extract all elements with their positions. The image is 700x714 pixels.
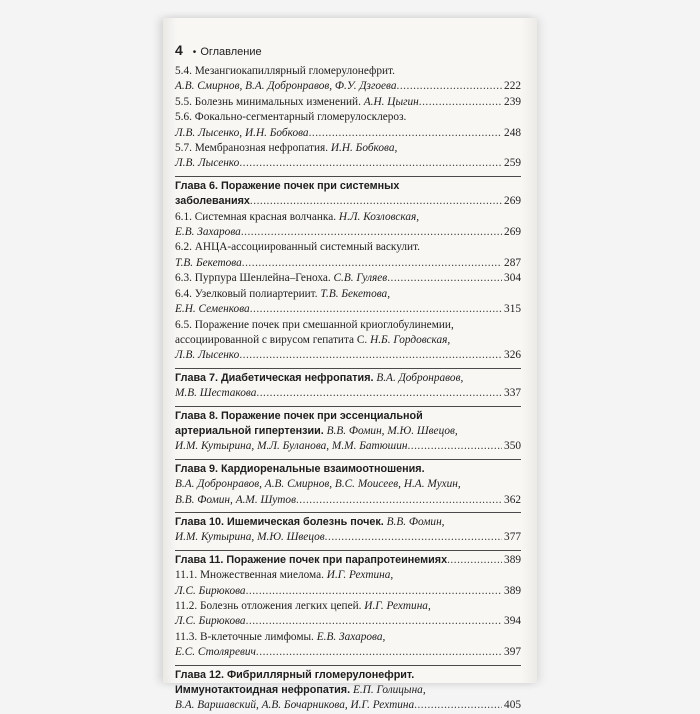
authors: В.А. Добронравов, А.В. Смирнов, В.С. Моисеев, Н.А. Мухин, bbox=[175, 478, 461, 491]
toc-entry bbox=[175, 550, 521, 568]
toc-line-text bbox=[175, 194, 250, 209]
authors: В.А. Добронравов, bbox=[373, 371, 464, 384]
toc-page-number[interactable]: 304 bbox=[504, 272, 521, 285]
section-title: 6.1. Системная красная волчанка. bbox=[175, 210, 337, 223]
chapter-title: Глава 12. Фибриллярный гломерулонефрит. bbox=[175, 668, 415, 681]
toc-line bbox=[175, 318, 521, 333]
toc-line bbox=[175, 568, 521, 583]
toc-line bbox=[175, 630, 521, 645]
dot-leader bbox=[250, 302, 502, 317]
toc-page-number[interactable]: 389 bbox=[504, 584, 521, 597]
toc-line-text bbox=[175, 630, 385, 645]
toc-line bbox=[175, 683, 521, 698]
chapter-title: Иммунотактоидная нефропатия. bbox=[175, 684, 351, 697]
authors: Е.В. Захарова, bbox=[313, 630, 386, 643]
toc-page-number[interactable]: 222 bbox=[504, 80, 521, 93]
toc-entry bbox=[175, 512, 521, 546]
toc-line bbox=[175, 141, 521, 156]
toc-line bbox=[175, 194, 521, 209]
authors: В.В. Фомин, bbox=[383, 515, 445, 528]
toc-line-text bbox=[175, 302, 250, 317]
toc-line-text bbox=[175, 424, 458, 439]
toc-entry bbox=[175, 665, 521, 714]
toc-line-text bbox=[175, 493, 296, 508]
toc-line bbox=[175, 493, 521, 508]
toc-line bbox=[175, 126, 521, 141]
toc-page-number[interactable]: 269 bbox=[504, 195, 521, 208]
toc-line-text bbox=[175, 126, 309, 141]
toc-entry bbox=[175, 459, 521, 508]
authors: С.В. Гуляев bbox=[330, 272, 388, 285]
authors: И.М. Кутырина, М.Ю. Швецов bbox=[175, 531, 325, 544]
toc-page-number[interactable]: 397 bbox=[504, 646, 521, 659]
authors: Т.В. Бекетова, bbox=[317, 287, 391, 300]
toc-line bbox=[175, 698, 521, 713]
authors: Е.П. Голицына, bbox=[350, 684, 426, 697]
dot-leader bbox=[246, 614, 502, 629]
authors: Е.Н. Семенкова bbox=[175, 303, 250, 316]
toc-page-number[interactable]: 394 bbox=[504, 615, 521, 628]
authors: В.А. Варшавский, А.В. Бочарникова, И.Г. Рехтина bbox=[175, 699, 415, 712]
authors: Л.С. Бирюкова bbox=[175, 615, 246, 628]
toc-entry bbox=[175, 271, 521, 286]
toc-entry bbox=[175, 110, 521, 141]
toc-page-number[interactable]: 269 bbox=[504, 226, 521, 239]
authors: Е.С. Столяревич bbox=[175, 646, 256, 659]
running-title: Оглавление bbox=[200, 46, 262, 58]
toc-line bbox=[175, 210, 521, 225]
section-title: 5.6. Фокально-сегментарный гломерулосклероз. bbox=[175, 111, 407, 124]
toc-line bbox=[175, 462, 521, 477]
dot-leader bbox=[246, 584, 502, 599]
toc-line bbox=[175, 271, 521, 286]
dot-leader bbox=[325, 530, 502, 545]
toc-entry bbox=[175, 287, 521, 318]
toc-line-text bbox=[175, 225, 241, 240]
authors: Л.С. Бирюкова bbox=[175, 584, 246, 597]
toc-entry bbox=[175, 210, 521, 241]
authors: И.Г. Рехтина, bbox=[323, 569, 394, 582]
toc-entry bbox=[175, 95, 521, 110]
toc-line bbox=[175, 371, 521, 386]
toc-page-number[interactable]: 315 bbox=[504, 303, 521, 316]
authors: М.В. Шестакова bbox=[175, 387, 257, 400]
chapter-title: Глава 6. Поражение почек при системных bbox=[175, 179, 400, 192]
running-header bbox=[175, 42, 521, 64]
toc-line bbox=[175, 439, 521, 454]
authors: Е.В. Захарова bbox=[175, 226, 241, 239]
toc-page-number[interactable]: 337 bbox=[504, 387, 521, 400]
dot-leader bbox=[256, 386, 502, 401]
section-title: 5.4. Мезангиокапиллярный гломерулонефрит. bbox=[175, 65, 395, 77]
toc-line-text bbox=[175, 668, 414, 683]
chapter-title: заболеваниях bbox=[175, 195, 250, 208]
toc-line bbox=[175, 386, 521, 401]
toc-line-text bbox=[175, 79, 397, 94]
toc-line bbox=[175, 79, 521, 94]
toc-line-text bbox=[175, 287, 390, 302]
chapter-title: Глава 10. Ишемическая болезнь почек. bbox=[175, 515, 384, 528]
toc-line-text bbox=[175, 271, 387, 286]
section-title: 6.4. Узелковый полиартериит. bbox=[175, 287, 318, 300]
authors: А.В. Смирнов, В.А. Добронравов, Ф.У. Дзгоева bbox=[175, 80, 397, 93]
section-title: 11.3. В-клеточные лимфомы. bbox=[175, 630, 314, 643]
dot-leader bbox=[419, 95, 502, 110]
toc-line-text bbox=[175, 477, 461, 492]
toc-line bbox=[175, 515, 521, 530]
dot-leader bbox=[414, 698, 502, 713]
toc-line-text bbox=[175, 439, 407, 454]
toc-line bbox=[175, 110, 521, 125]
section-title: 11.1. Множественная миелома. bbox=[175, 569, 324, 582]
toc-page-number[interactable]: 377 bbox=[504, 531, 521, 544]
toc-line bbox=[175, 287, 521, 302]
chapter-title: Глава 7. Диабетическая нефропатия. bbox=[175, 371, 374, 384]
toc-line-text bbox=[175, 156, 239, 171]
toc-page-number[interactable]: 326 bbox=[504, 349, 521, 362]
section-title: ассоциированной с вирусом гепатита С. bbox=[175, 333, 368, 346]
table-of-contents bbox=[175, 42, 521, 714]
toc-entry bbox=[175, 630, 521, 661]
toc-page-number[interactable]: 287 bbox=[504, 256, 521, 269]
toc-entry bbox=[175, 64, 521, 95]
dot-leader bbox=[407, 439, 502, 454]
toc-line bbox=[175, 333, 521, 348]
toc-line bbox=[175, 584, 521, 599]
header-bullet: • bbox=[192, 47, 197, 58]
section-title: 5.5. Болезнь минимальных изменений. bbox=[175, 95, 361, 108]
toc-line-text bbox=[175, 141, 397, 156]
dot-leader bbox=[309, 126, 502, 141]
section-title: 6.3. Пурпура Шенлейна–Геноха. bbox=[175, 272, 331, 285]
toc-entry bbox=[175, 568, 521, 599]
book-page bbox=[163, 18, 537, 712]
toc-entry bbox=[175, 141, 521, 172]
toc-line bbox=[175, 599, 521, 614]
toc-line-text bbox=[175, 553, 447, 568]
toc-line bbox=[175, 95, 521, 110]
toc-line bbox=[175, 409, 521, 424]
dot-leader bbox=[242, 256, 502, 271]
toc-line-text bbox=[175, 64, 395, 79]
toc-line-text bbox=[175, 645, 256, 660]
dot-leader bbox=[397, 79, 503, 94]
toc-entry bbox=[175, 240, 521, 271]
authors: И.М. Кутырина, М.Л. Буланова, М.М. Батюшин bbox=[175, 440, 408, 453]
authors: Л.В. Лысенко bbox=[175, 349, 240, 362]
toc-line-text bbox=[175, 179, 399, 194]
toc-entry bbox=[175, 368, 521, 402]
authors: В.В. Фомин, М.Ю. Швецов, bbox=[323, 424, 458, 437]
authors: А.Н. Цыгин bbox=[360, 95, 419, 108]
toc-line-text bbox=[175, 240, 420, 255]
toc-line-text bbox=[175, 599, 431, 614]
chapter-title: Глава 11. Поражение почек при парапротеинемиях bbox=[175, 553, 448, 566]
toc-line-text bbox=[175, 698, 414, 713]
toc-entries bbox=[175, 64, 521, 714]
toc-line bbox=[175, 156, 521, 171]
section-title: 6.5. Поражение почек при смешанной криоглобулинемии, bbox=[175, 318, 454, 331]
toc-page-number[interactable]: 350 bbox=[504, 440, 521, 453]
toc-line bbox=[175, 240, 521, 255]
toc-line bbox=[175, 645, 521, 660]
dot-leader bbox=[239, 156, 502, 171]
authors: Н.Б. Гордовская, bbox=[367, 333, 451, 346]
toc-page-number[interactable]: 362 bbox=[504, 493, 521, 506]
toc-line bbox=[175, 553, 521, 568]
toc-line-text bbox=[175, 110, 406, 125]
toc-line-text bbox=[175, 386, 256, 401]
toc-line bbox=[175, 424, 521, 439]
section-title: 5.7. Мембранозная нефропатия. bbox=[175, 142, 329, 155]
page-number: 4 bbox=[175, 42, 183, 58]
toc-line-text bbox=[175, 530, 325, 545]
toc-line-text bbox=[175, 409, 423, 424]
toc-line-text bbox=[175, 584, 246, 599]
authors: Т.В. Бекетова bbox=[175, 256, 242, 269]
authors: Л.В. Лысенко bbox=[175, 157, 240, 170]
toc-line bbox=[175, 64, 521, 79]
dot-leader bbox=[250, 194, 502, 209]
toc-page-number[interactable]: 239 bbox=[504, 95, 521, 108]
toc-line-text bbox=[175, 371, 463, 386]
dot-leader bbox=[256, 645, 502, 660]
toc-line-text bbox=[175, 568, 393, 583]
dot-leader bbox=[239, 348, 502, 363]
toc-entry bbox=[175, 406, 521, 455]
chapter-title: Глава 9. Кардиоренальные взаимоотношения. bbox=[175, 462, 425, 475]
dot-leader bbox=[241, 225, 502, 240]
toc-entry bbox=[175, 318, 521, 364]
toc-line-text bbox=[175, 318, 454, 333]
toc-line bbox=[175, 614, 521, 629]
toc-line bbox=[175, 477, 521, 492]
toc-page-number[interactable]: 259 bbox=[504, 157, 521, 170]
authors: Л.В. Лысенко, И.Н. Бобкова bbox=[175, 126, 309, 139]
toc-line bbox=[175, 302, 521, 317]
toc-line bbox=[175, 256, 521, 271]
toc-line-text bbox=[175, 614, 246, 629]
chapter-title: Глава 8. Поражение почек при эссенциальной bbox=[175, 409, 423, 422]
toc-line bbox=[175, 179, 521, 194]
section-title: 11.2. Болезнь отложения легких цепей. bbox=[175, 600, 362, 612]
toc-page-number[interactable]: 248 bbox=[504, 126, 521, 139]
toc-line bbox=[175, 348, 521, 363]
toc-line bbox=[175, 668, 521, 683]
toc-page-number[interactable]: 405 bbox=[504, 699, 521, 712]
dot-leader bbox=[447, 553, 502, 568]
toc-entry bbox=[175, 599, 521, 630]
toc-line-text bbox=[175, 256, 242, 271]
authors: И.Н. Бобкова, bbox=[328, 142, 398, 155]
dot-leader bbox=[296, 493, 502, 508]
toc-entry bbox=[175, 176, 521, 210]
toc-line-text bbox=[175, 210, 419, 225]
toc-line-text bbox=[175, 462, 425, 477]
toc-line bbox=[175, 225, 521, 240]
section-title: 6.2. АНЦА-ассоциированный системный васкулит. bbox=[175, 241, 421, 254]
chapter-title: артериальной гипертензии. bbox=[175, 424, 324, 437]
toc-page-number[interactable]: 389 bbox=[504, 553, 521, 566]
dot-leader bbox=[387, 271, 502, 286]
toc-line-text bbox=[175, 515, 445, 530]
toc-line bbox=[175, 530, 521, 545]
toc-line-text bbox=[175, 348, 239, 363]
authors: Н.Л. Козловская, bbox=[336, 210, 420, 223]
authors: В.В. Фомин, А.М. Шутов bbox=[175, 493, 296, 506]
toc-line-text bbox=[175, 95, 419, 110]
toc-line-text bbox=[175, 333, 450, 348]
toc-line-text bbox=[175, 683, 426, 698]
authors: И.Г. Рехтина, bbox=[361, 600, 431, 612]
